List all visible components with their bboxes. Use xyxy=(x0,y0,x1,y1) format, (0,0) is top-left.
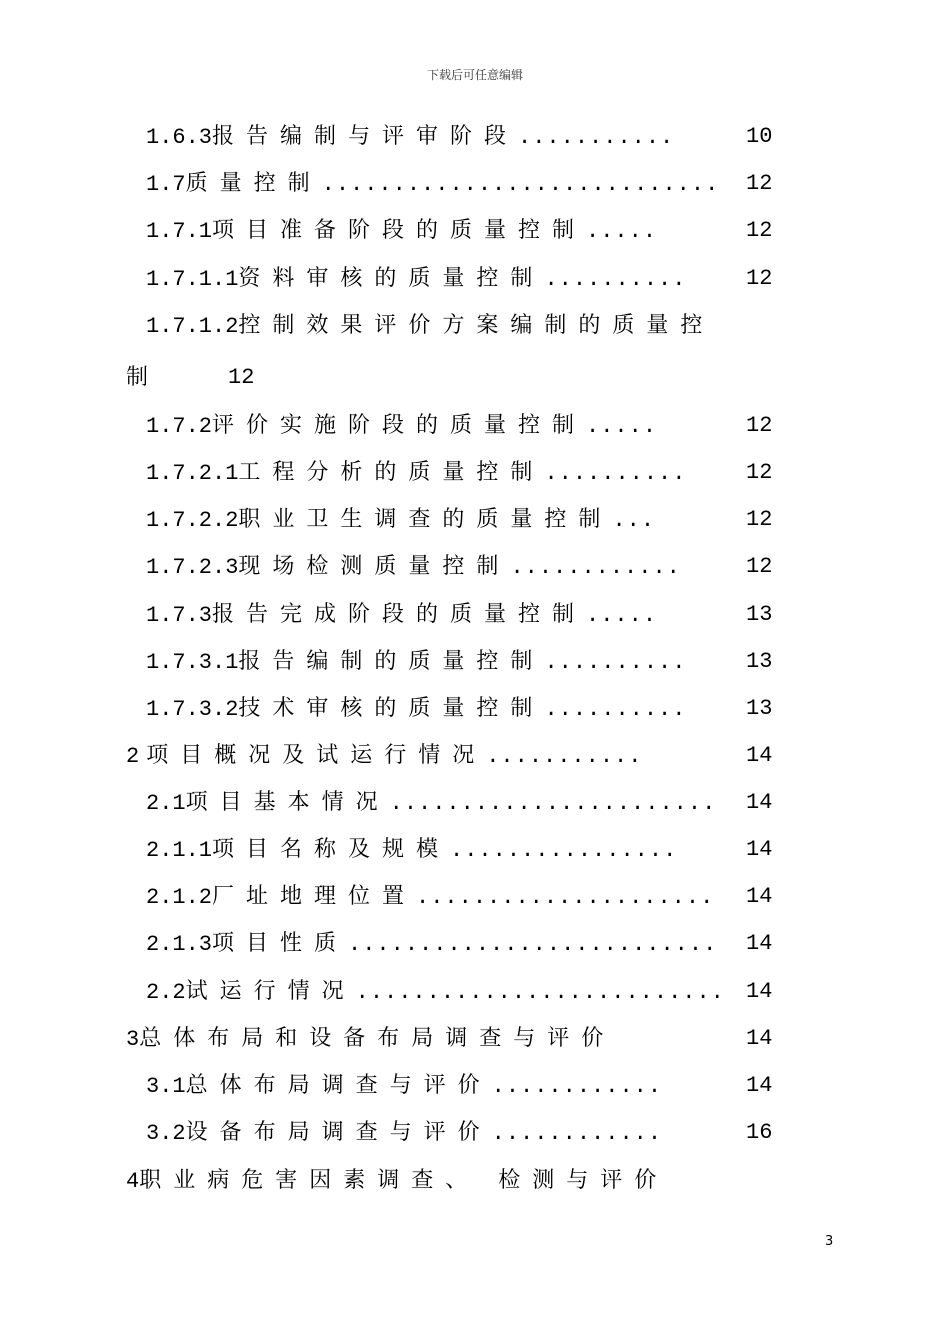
toc-entry-number: 1.6.3 xyxy=(146,125,213,150)
toc-entry-title: 项目基本情况 xyxy=(185,790,390,815)
toc-entry-leader: ..... xyxy=(586,414,658,439)
toc-entry[interactable] xyxy=(146,169,719,200)
toc-entry[interactable] xyxy=(126,741,642,772)
toc-entry-page: 14 xyxy=(746,931,773,956)
toc-entry-leader: ... xyxy=(612,508,656,533)
toc-entry-number: 2 xyxy=(126,744,140,769)
toc-entry-number: 3 xyxy=(126,1027,140,1052)
toc-entry-page: 10 xyxy=(746,124,773,149)
toc-entry-page: 12 xyxy=(228,365,255,390)
toc-entry-page: 13 xyxy=(746,602,773,627)
toc-entry[interactable] xyxy=(146,600,657,631)
toc-entry-number: 2.1.3 xyxy=(146,932,213,957)
toc-entry-number: 1.7 xyxy=(146,172,186,197)
toc-entry-title: 质量控制 xyxy=(185,171,322,196)
page-number: 3 xyxy=(825,1234,834,1249)
toc-entry-title: 项目性质 xyxy=(212,931,349,956)
toc-entry-title: 报告编制的质量控制 xyxy=(238,649,545,674)
toc-entry-title: 职业病危害因素调查、 检测与评价 xyxy=(139,1168,669,1193)
toc-entry-page: 12 xyxy=(746,507,773,532)
toc-entry-number: 1.7.1.2 xyxy=(146,314,239,339)
toc-entry-page: 14 xyxy=(746,1073,773,1098)
toc-entry-page: 12 xyxy=(746,554,773,579)
toc-entry-page: 14 xyxy=(746,1026,773,1051)
toc-entry[interactable] xyxy=(146,788,716,819)
toc-entry[interactable] xyxy=(146,264,686,295)
toc-entry[interactable] xyxy=(146,411,657,442)
toc-entry-leader: ..................... xyxy=(416,885,715,910)
toc-entry-number: 4 xyxy=(126,1169,140,1194)
toc-entry-number: 2.1 xyxy=(146,791,186,816)
toc-entry[interactable] xyxy=(146,552,681,583)
toc-entry-page: 14 xyxy=(746,837,773,862)
toc-entry-title: 报告完成阶段的质量控制 xyxy=(212,602,587,627)
toc-entry-page: 12 xyxy=(746,171,773,196)
toc-entry[interactable] xyxy=(146,311,714,342)
toc-entry-page: 12 xyxy=(746,218,773,243)
toc-entry-number: 1.7.2.1 xyxy=(146,461,239,486)
toc-entry-leader: ....................... xyxy=(389,791,717,816)
toc-entry-page: 12 xyxy=(746,413,773,438)
toc-entry-page: 13 xyxy=(746,696,773,721)
toc-entry-number: 1.7.1 xyxy=(146,219,213,244)
toc-entry[interactable] xyxy=(146,835,677,866)
toc-entry-title: 总体布局调查与评价 xyxy=(185,1073,492,1098)
toc-entry-leader: .......... xyxy=(544,650,687,675)
toc-entry-number: 1.7.1.1 xyxy=(146,267,239,292)
toc-entry-title: 职业卫生调查的质量控制 xyxy=(238,507,613,532)
toc-entry-page: 16 xyxy=(746,1120,773,1145)
toc-entry-leader: .......................... xyxy=(355,980,725,1005)
toc-entry-title: 设备布局调查与评价 xyxy=(185,1120,492,1145)
toc-entry-leader: ..... xyxy=(586,219,658,244)
toc-entry[interactable] xyxy=(146,1071,662,1102)
toc-entry-number: 1.7.2.2 xyxy=(146,508,239,533)
toc-entry-leader: ..... xyxy=(586,603,658,628)
toc-entry-leader: ........... xyxy=(518,125,675,150)
toc-entry-title: 技术审核的质量控制 xyxy=(238,696,545,721)
toc-entry-page: 13 xyxy=(746,649,773,674)
toc-entry[interactable] xyxy=(146,505,655,536)
toc-entry[interactable] xyxy=(146,977,725,1008)
toc-entry-number: 1.7.3.2 xyxy=(146,697,239,722)
toc-entry-number: 1.7.2 xyxy=(146,414,213,439)
toc-entry-title: 试运行情况 xyxy=(185,979,356,1004)
toc-entry-leader: ............ xyxy=(491,1121,663,1146)
toc-entry-leader: ............ xyxy=(491,1074,663,1099)
toc-entry-leader: ............................ xyxy=(321,172,720,197)
toc-entry[interactable] xyxy=(146,694,686,725)
toc-entry[interactable] xyxy=(146,216,657,247)
toc-entry-leader: ........... xyxy=(486,744,643,769)
toc-entry-title: 资料审核的质量控制 xyxy=(238,266,545,291)
toc-entry-number: 2.1.2 xyxy=(146,885,213,910)
toc-entry-title: 现场检测质量控制 xyxy=(238,554,511,579)
toc-entry-number: 2.2 xyxy=(146,980,186,1005)
toc-entry-title: 项目准备阶段的质量控制 xyxy=(212,218,587,243)
toc-entry-title: 制 xyxy=(126,365,161,390)
toc-entry[interactable] xyxy=(146,1118,662,1149)
toc-entry-page: 14 xyxy=(746,884,773,909)
toc-entry[interactable] xyxy=(126,1166,668,1197)
toc-entry-leader: .......... xyxy=(544,267,687,292)
toc-entry-number: 2.1.1 xyxy=(146,838,213,863)
toc-entry-title: 控制效果评价方案编制的质量控 xyxy=(238,313,715,338)
toc-entry-title: 报告编制与评审阶段 xyxy=(212,124,519,149)
toc-entry-title: 评价实施阶段的质量控制 xyxy=(212,413,587,438)
toc-entry[interactable] xyxy=(146,882,714,913)
toc-entry-page: 14 xyxy=(746,979,773,1004)
toc-entry-title: 项目概况及试运行情况 xyxy=(146,743,487,768)
toc-entry[interactable] xyxy=(146,929,717,960)
toc-entry-page: 12 xyxy=(746,266,773,291)
toc-entry[interactable] xyxy=(146,458,686,489)
toc-entry-title: 工程分析的质量控制 xyxy=(238,460,545,485)
toc-entry-title: 项目名称及规模 xyxy=(212,837,451,862)
toc-entry[interactable] xyxy=(146,122,674,153)
toc-entry-leader: .......................... xyxy=(348,932,718,957)
toc-entry-number: 3.2 xyxy=(146,1121,186,1146)
toc-entry-leader: ............ xyxy=(510,555,681,580)
toc-entry-leader: .......... xyxy=(544,697,687,722)
toc-entry-page: 14 xyxy=(746,790,773,815)
toc-entry-leader: ................ xyxy=(450,838,678,863)
toc-entry[interactable] xyxy=(146,647,686,678)
toc-entry-number: 1.7.3 xyxy=(146,603,213,628)
toc-entry-number: 1.7.3.1 xyxy=(146,650,239,675)
toc-entry-number: 3.1 xyxy=(146,1074,186,1099)
toc-entry[interactable] xyxy=(126,363,160,393)
toc-entry[interactable] xyxy=(126,1024,615,1055)
toc-entry-leader: .......... xyxy=(544,461,687,486)
toc-entry-page: 14 xyxy=(746,743,773,768)
toc-entry-page: 12 xyxy=(746,460,773,485)
toc-entry-title: 总体布局和设备布局调查与评价 xyxy=(139,1026,616,1051)
toc-entry-number: 1.7.2.3 xyxy=(146,555,239,580)
page-header: 下载后可任意编辑 xyxy=(426,68,523,82)
toc-entry-title: 厂址地理位置 xyxy=(212,884,417,909)
